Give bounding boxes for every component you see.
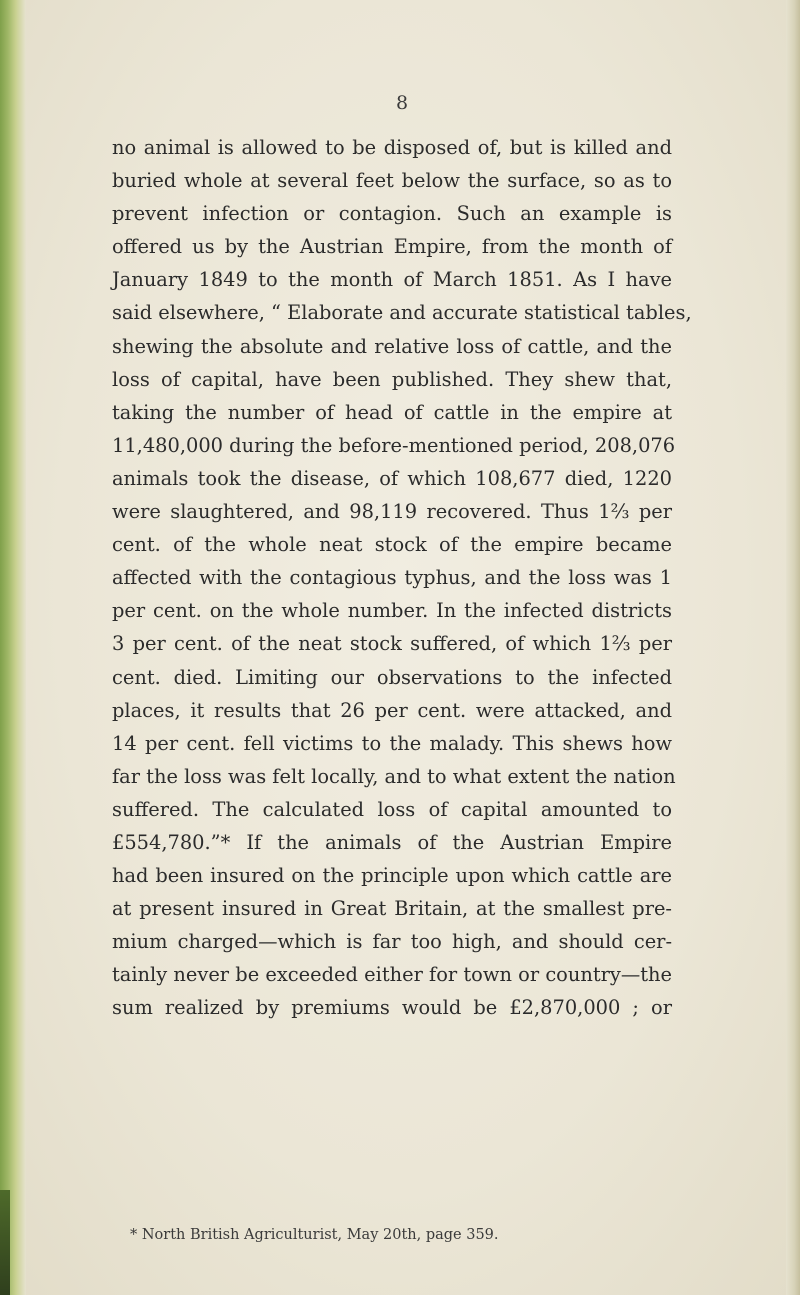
page-binding-edge xyxy=(0,0,26,1295)
text-line: said elsewhere, “ Elaborate and accurate statistical tables, xyxy=(112,301,692,325)
text-line: mium charged—which is far too high, and should cer- xyxy=(112,930,672,954)
text-line: taking the number of head of cattle in the empire at xyxy=(112,400,672,424)
page-binding-shadow xyxy=(0,1190,10,1295)
text-line: January 1849 to the month of March 1851. As I have xyxy=(112,268,672,292)
text-line: tainly never be exceeded either for town or country—the xyxy=(112,963,672,987)
page-outer-edge xyxy=(786,0,800,1295)
text-line: £554,780.”* If the animals of the Austrian Empire xyxy=(112,830,672,854)
text-line: had been insured on the principle upon which cattle are xyxy=(112,864,672,888)
page-number: 8 xyxy=(396,92,409,114)
text-line: 11,480,000 during the before-mentioned period, 208,076 xyxy=(112,433,676,457)
text-line: far the loss was felt locally, and to what extent the nation xyxy=(112,764,676,788)
text-line: were slaughtered, and 98,119 recovered. Thus 1⅔ per xyxy=(112,500,672,524)
text-line: offered us by the Austrian Empire, from the month of xyxy=(112,235,672,259)
text-line: at present insured in Great Britain, at the smallest pre- xyxy=(112,897,672,921)
body-text xyxy=(112,131,692,1025)
text-line: 14 per cent. fell victims to the malady. This shews how xyxy=(112,731,672,755)
text-line: affected with the contagious typhus, and the loss was 1 xyxy=(112,566,672,590)
text-line: no animal is allowed to be disposed of, but is killed and xyxy=(112,136,672,159)
text-line: suffered. The calculated loss of capital amounted to xyxy=(112,797,672,821)
text-line: per cent. on the whole number. In the infected districts xyxy=(112,599,672,623)
text-line: prevent infection or contagion. Such an example is xyxy=(112,202,672,226)
text-line: animals took the disease, of which 108,677 died, 1220 xyxy=(112,466,672,490)
text-line: 3 per cent. of the neat stock suffered, of which 1⅔ per xyxy=(112,632,672,656)
text-line: buried whole at several feet below the surface, so as to xyxy=(112,169,672,193)
text-line: cent. of the whole neat stock of the empire became xyxy=(112,533,672,557)
text-line: sum realized by premiums would be £2,870,000 ; or xyxy=(112,996,672,1020)
footnote: * North British Agriculturist, May 20th, page 359. xyxy=(130,1227,499,1243)
text-line: loss of capital, have been published. They shew that, xyxy=(112,367,672,391)
text-line: cent. died. Limiting our observations to the infected xyxy=(112,665,672,689)
text-line: shewing the absolute and relative loss of cattle, and the xyxy=(112,334,672,358)
text-line: places, it results that 26 per cent. were attacked, and xyxy=(112,698,672,722)
